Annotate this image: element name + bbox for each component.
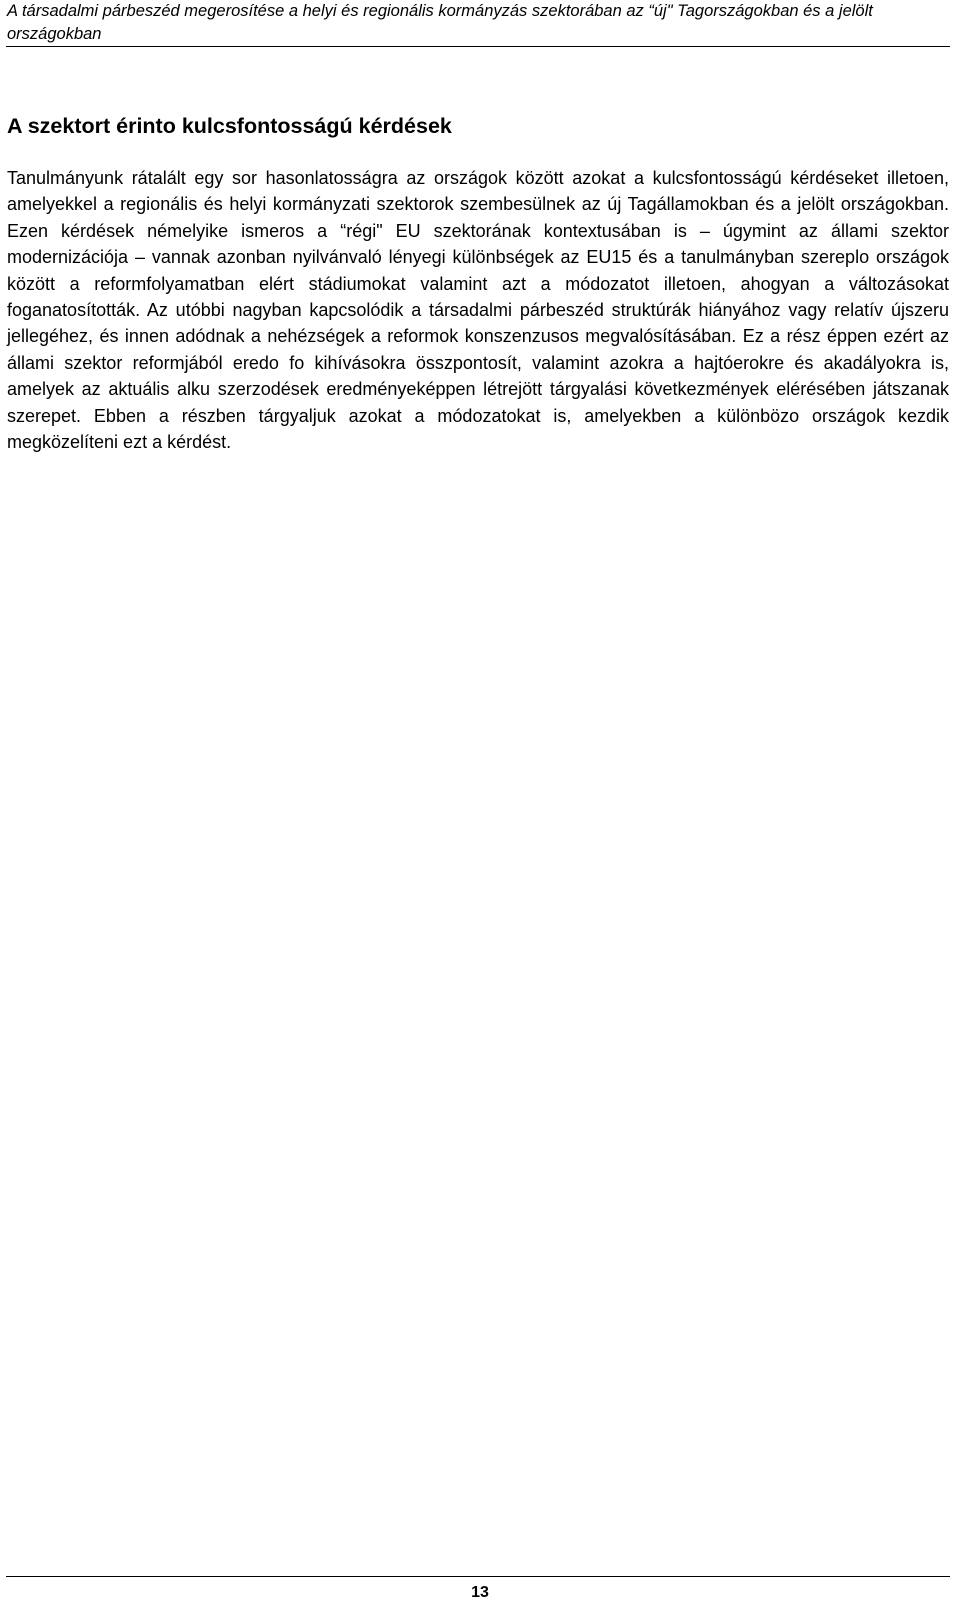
section-heading: A szektort érinto kulcsfontosságú kérdések xyxy=(7,114,452,138)
header-divider xyxy=(6,46,950,47)
body-paragraph: Tanulmányunk rátalált egy sor hasonlatosságra az országok között azokat a kulcsfontosságú kérdéseket illetoen, amelyekkel a regionális és helyi kormányzati szektorok szembesülnek az új Tagállamokban és a jelölt országokban. Ezen kérdések némelyike ismeros a “régi" EU szektorának kontextusában is – úgymint az állami szektor modernizációja – vannak azonban nyilvánvaló lényegi különbségek az EU15 és a tanulmányban szereplo országok között a reformfolyamatban elért stádiumokat valamint azt a módozatot illetoen, ahogyan a változásokat foganatosították. Az utóbbi nagyban kapcsolódik a társadalmi párbeszéd struktúrák hiányához vagy relatív újszeru jellegéhez, és innen adódnak a nehézségek a reformok konszenzusos megvalósításában. Ez a rész éppen ezért az állami szektor reformjából eredo fo kihívásokra összpontosít, valamint azokra a hajtóerokre és akadályokra is, amelyek az aktuális alku szerzodések eredményeképpen létrejött tárgyalási következmények elérésében játszanak szerepet. Ebben a részben tárgyaljuk azokat a módozatokat is, amelyekben a különbözo országok kezdik megközelíteni ezt a kérdést. xyxy=(7,168,949,453)
footer-divider xyxy=(6,1576,950,1577)
running-header: A társadalmi párbeszéd megerosítése a helyi és regionális kormányzás szektorában az “új" Tagországokban és a jelölt országokban xyxy=(7,2,873,43)
page-number: 13 xyxy=(471,1584,489,1601)
